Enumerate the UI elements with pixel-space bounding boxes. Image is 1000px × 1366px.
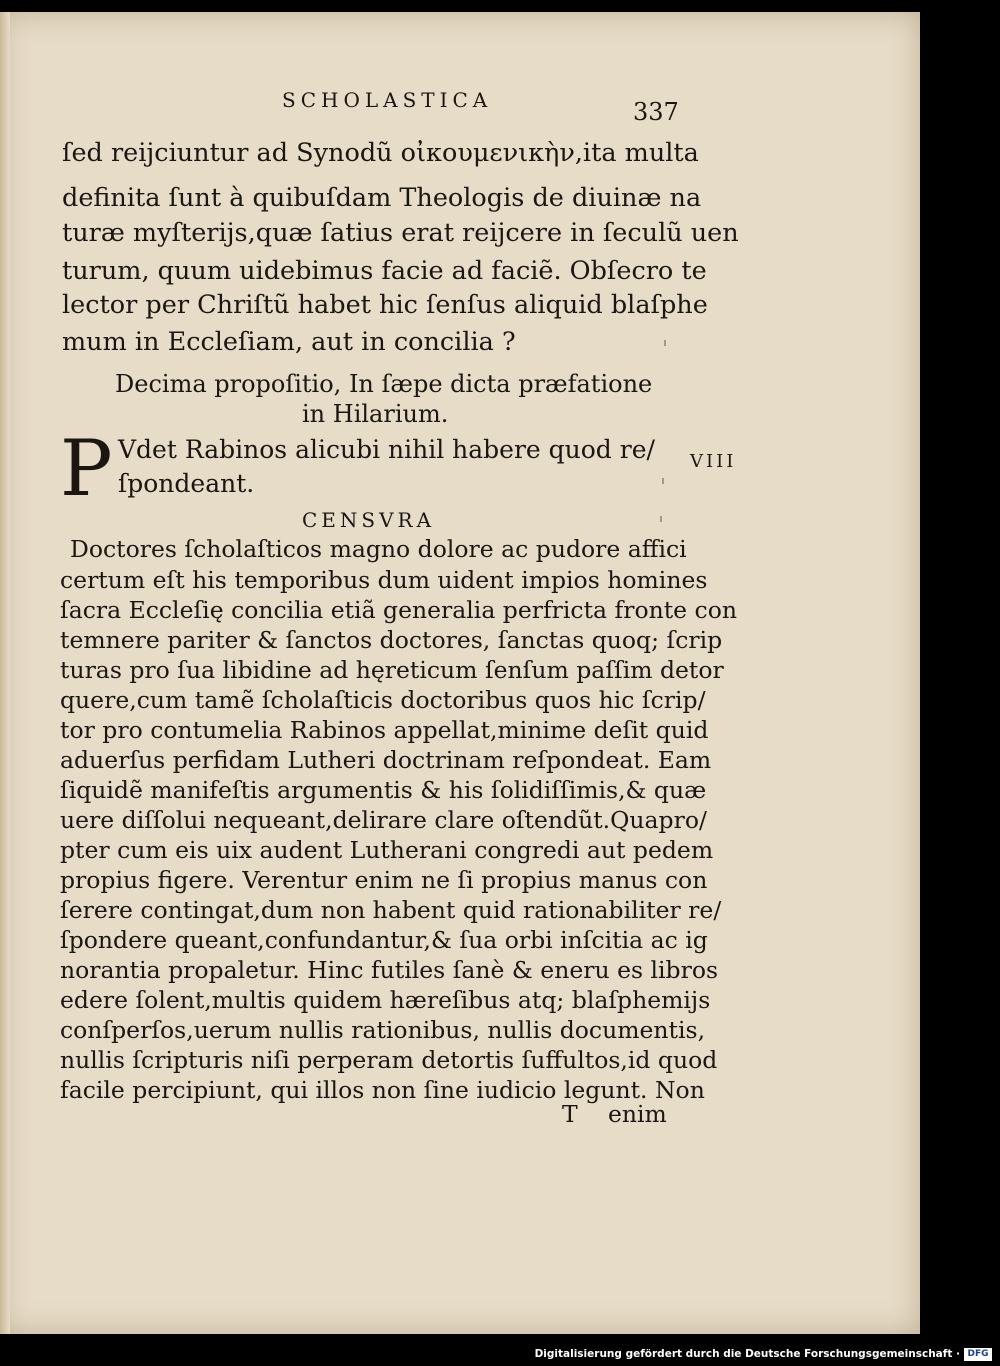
top-line-2: definita ſunt à quibuſdam Theologis de diuinæ na: [62, 183, 702, 213]
margin-note: VIII: [690, 451, 737, 472]
censura-line-4: temnere pariter & ſanctos doctores, ſanctas quoq; ſcrip: [60, 626, 723, 654]
censura-line-11: pter cum eis uix audent Lutherani congredi aut pedem: [60, 836, 714, 864]
drop-cap: P: [60, 424, 113, 514]
censura-line-1: Doctores ſcholaſticos magno dolore ac pudore affici: [70, 535, 687, 563]
censura-line-9: ſiquidẽ manifeſtis argumentis & his ſolidiſſimis,& quæ: [60, 776, 707, 804]
proposition-text-line-2: ſpondeant.: [118, 469, 255, 498]
censura-line-8: aduerſus perfidam Lutheri doctrinam reſpondeat. Eam: [60, 746, 712, 774]
censura-line-14: ſpondere queant,confundantur,& ſua orbi inſcitia ac ig: [60, 926, 708, 954]
dfg-logo: DFG: [964, 1348, 992, 1361]
censura-line-2: certum eſt his temporibus dum uident impios homines: [60, 566, 708, 594]
censura-line-6: quere,cum tamẽ ſcholaſticis doctoribus quos hic ſcrip/: [60, 686, 706, 714]
proposition-heading-line-2: in Hilarium.: [302, 400, 449, 428]
censura-line-18: nullis ſcripturis niſi perperam detortis ſuffultos,id quod: [60, 1046, 718, 1074]
censura-line-13: ſerere contingat,dum non habent quid rationabiliter re/: [60, 896, 722, 924]
paper-speck: [664, 340, 666, 346]
paper-speck: [662, 478, 664, 484]
proposition-text-line-1: Vdet Rabinos alicubi nihil habere quod re/: [118, 435, 655, 464]
censura-line-5: turas pro ſua libidine ad hęreticum ſenſum paſſim detor: [60, 656, 724, 684]
top-line-5: lector per Chriſtũ habet hic ſenſus aliquid blaſphe: [62, 290, 708, 320]
signature-mark: T: [562, 1100, 578, 1128]
censura-line-3: ſacra Eccleſię concilia etiã generalia perfricta fronte con: [60, 596, 738, 624]
catchword: enim: [608, 1100, 667, 1128]
folio-number: 337: [633, 98, 679, 126]
censura-line-10: uere diſſolui nequeant,delirare clare oſtendũt.Quapro/: [60, 806, 707, 834]
censura-line-12: propius figere. Verentur enim ne ſi propius manus con: [60, 866, 708, 894]
censura-heading: CENSVRA: [302, 508, 436, 532]
paper-speck: [660, 516, 662, 522]
censura-line-15: norantia propaletur. Hinc futiles ſanè & eneru es libros: [60, 956, 719, 984]
footer-credit: Digitalisierung gefördert durch die Deutsche Forschungsgemeinschaft ·: [534, 1348, 960, 1360]
proposition-heading-line-1: Decima propoſitio, In ſæpe dicta præfatione: [115, 370, 653, 398]
running-head: SCHOLASTICA: [282, 88, 493, 112]
censura-line-19: facile percipiunt, qui illos non ſine iudicio legunt. Non: [60, 1076, 705, 1104]
censura-line-16: edere ſolent,multis quidem hæreſibus atq; blaſphemijs: [60, 986, 711, 1014]
censura-line-7: tor pro contumelia Rabinos appellat,minime deſit quid: [60, 716, 709, 744]
top-line-1: ſed reijciuntur ad Synodũ οἰκουμενικὴν,ita multa: [62, 138, 699, 168]
top-line-3: turæ myſterijs,quæ ſatius erat reijcere in ſeculũ uen: [62, 218, 739, 248]
top-line-4: turum, quum uidebimus facie ad faciẽ. Obſecro te: [62, 256, 707, 286]
page-edge: [0, 12, 10, 1334]
censura-line-17: conſperſos,uerum nullis rationibus, nullis documentis,: [60, 1016, 706, 1044]
top-line-6: mum in Eccleſiam, aut in concilia ?: [62, 327, 516, 357]
